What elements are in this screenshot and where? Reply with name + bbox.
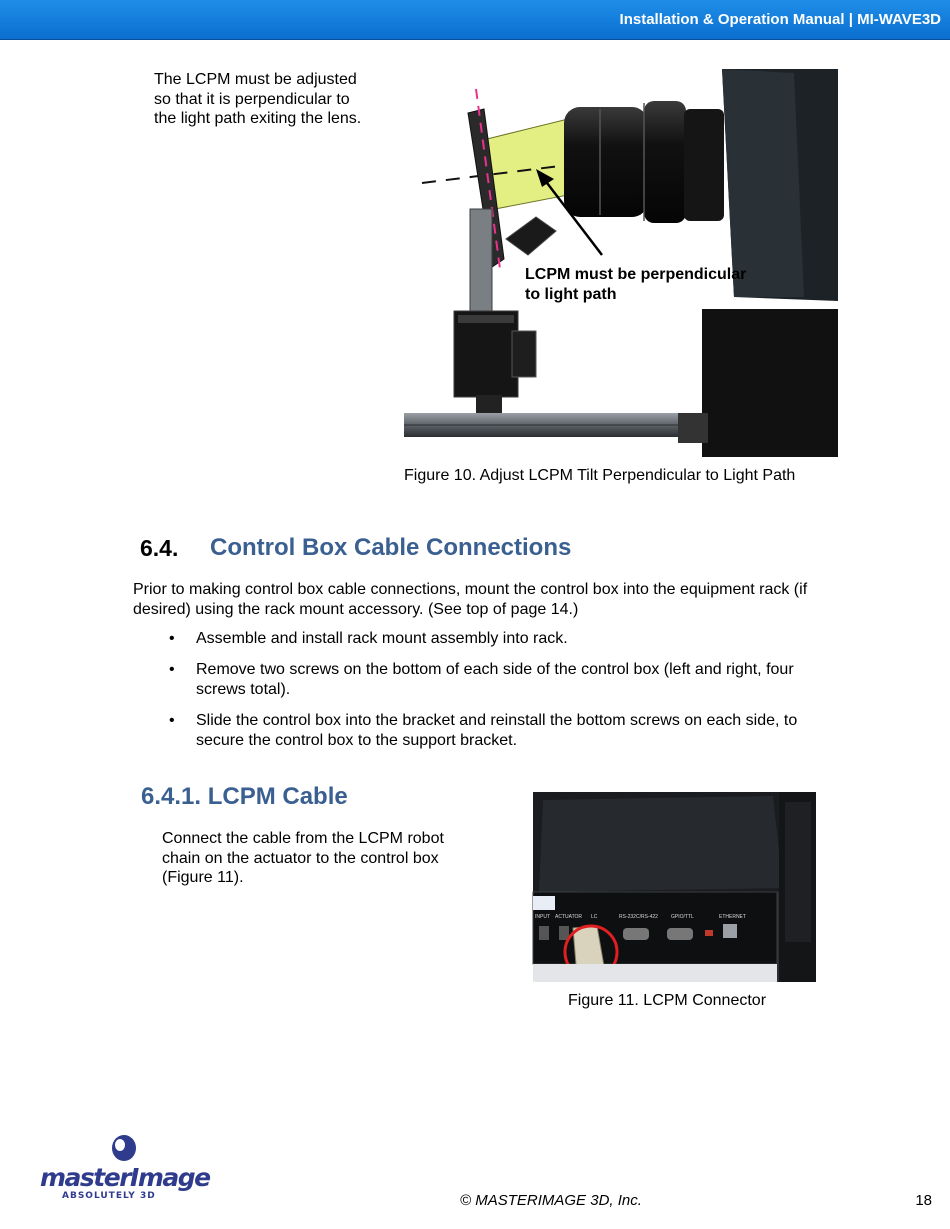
bullet-list [166, 629, 846, 762]
section-number: 6.4. [140, 535, 179, 561]
figure-10-illustration [404, 69, 838, 457]
panel-label-input: INPUT [535, 914, 550, 920]
logo-word: masterImage [40, 1163, 210, 1192]
figure-11-photo [533, 792, 816, 982]
intro-text: The LCPM must be adjusted so that it is perpendicular to the light path exiting the lens. [154, 71, 362, 128]
lens-barrel [564, 107, 648, 217]
panel-label-actuator: ACTUATOR [555, 914, 583, 920]
masterimage-logo [38, 1134, 210, 1202]
callout-line-1: LCPM must be perpendicular [525, 266, 747, 283]
panel-label-lc: LC [591, 914, 598, 920]
panel-label-rs232: RS-232C/RS-422 [619, 914, 658, 920]
bullet-item: • Remove two screws on the bottom of each side of the control box (left and right, four screws total). [166, 660, 846, 699]
control-box-front [533, 892, 777, 964]
section-paragraph: Prior to making control box cable connections, mount the control box into the equipment rack (if desired) using the rack mount accessory. (See top of page 14.) [133, 581, 808, 618]
projector-pedestal [702, 309, 838, 457]
callout-line-2: to light path [525, 286, 617, 303]
figure-10-caption: Figure 10. Adjust LCPM Tilt Perpendicular to Light Path [404, 467, 796, 484]
bullet-item: • Assemble and install rack mount assembly into rack. [166, 629, 846, 649]
panel-label-ethernet: ETHERNET [719, 914, 746, 920]
section-title: Control Box Cable Connections [210, 534, 572, 561]
figure-11-caption: Figure 11. LCPM Connector [568, 992, 767, 1009]
rotation-stage [454, 311, 518, 397]
footer-copyright: © MASTERIMAGE 3D, Inc. [460, 1192, 642, 1209]
header-title: Installation & Operation Manual | MI-WAVE3D [619, 11, 941, 28]
mount-post [470, 209, 492, 313]
bullet-item: • Slide the control box into the bracket and reinstall the bottom screws on each side, to secure the control box to the support bracket. [166, 711, 846, 750]
page-number: 18 [915, 1192, 932, 1209]
panel-label-gpio: GPIO/TTL [671, 914, 694, 920]
subsection-text: Connect the cable from the LCPM robot chain on the actuator to the control box (Figure 11). [162, 830, 444, 887]
logo-tagline: ABSOLUTELY 3D [62, 1191, 156, 1201]
camera-body [506, 217, 556, 255]
subsection-title: 6.4.1. LCPM Cable [141, 783, 348, 810]
